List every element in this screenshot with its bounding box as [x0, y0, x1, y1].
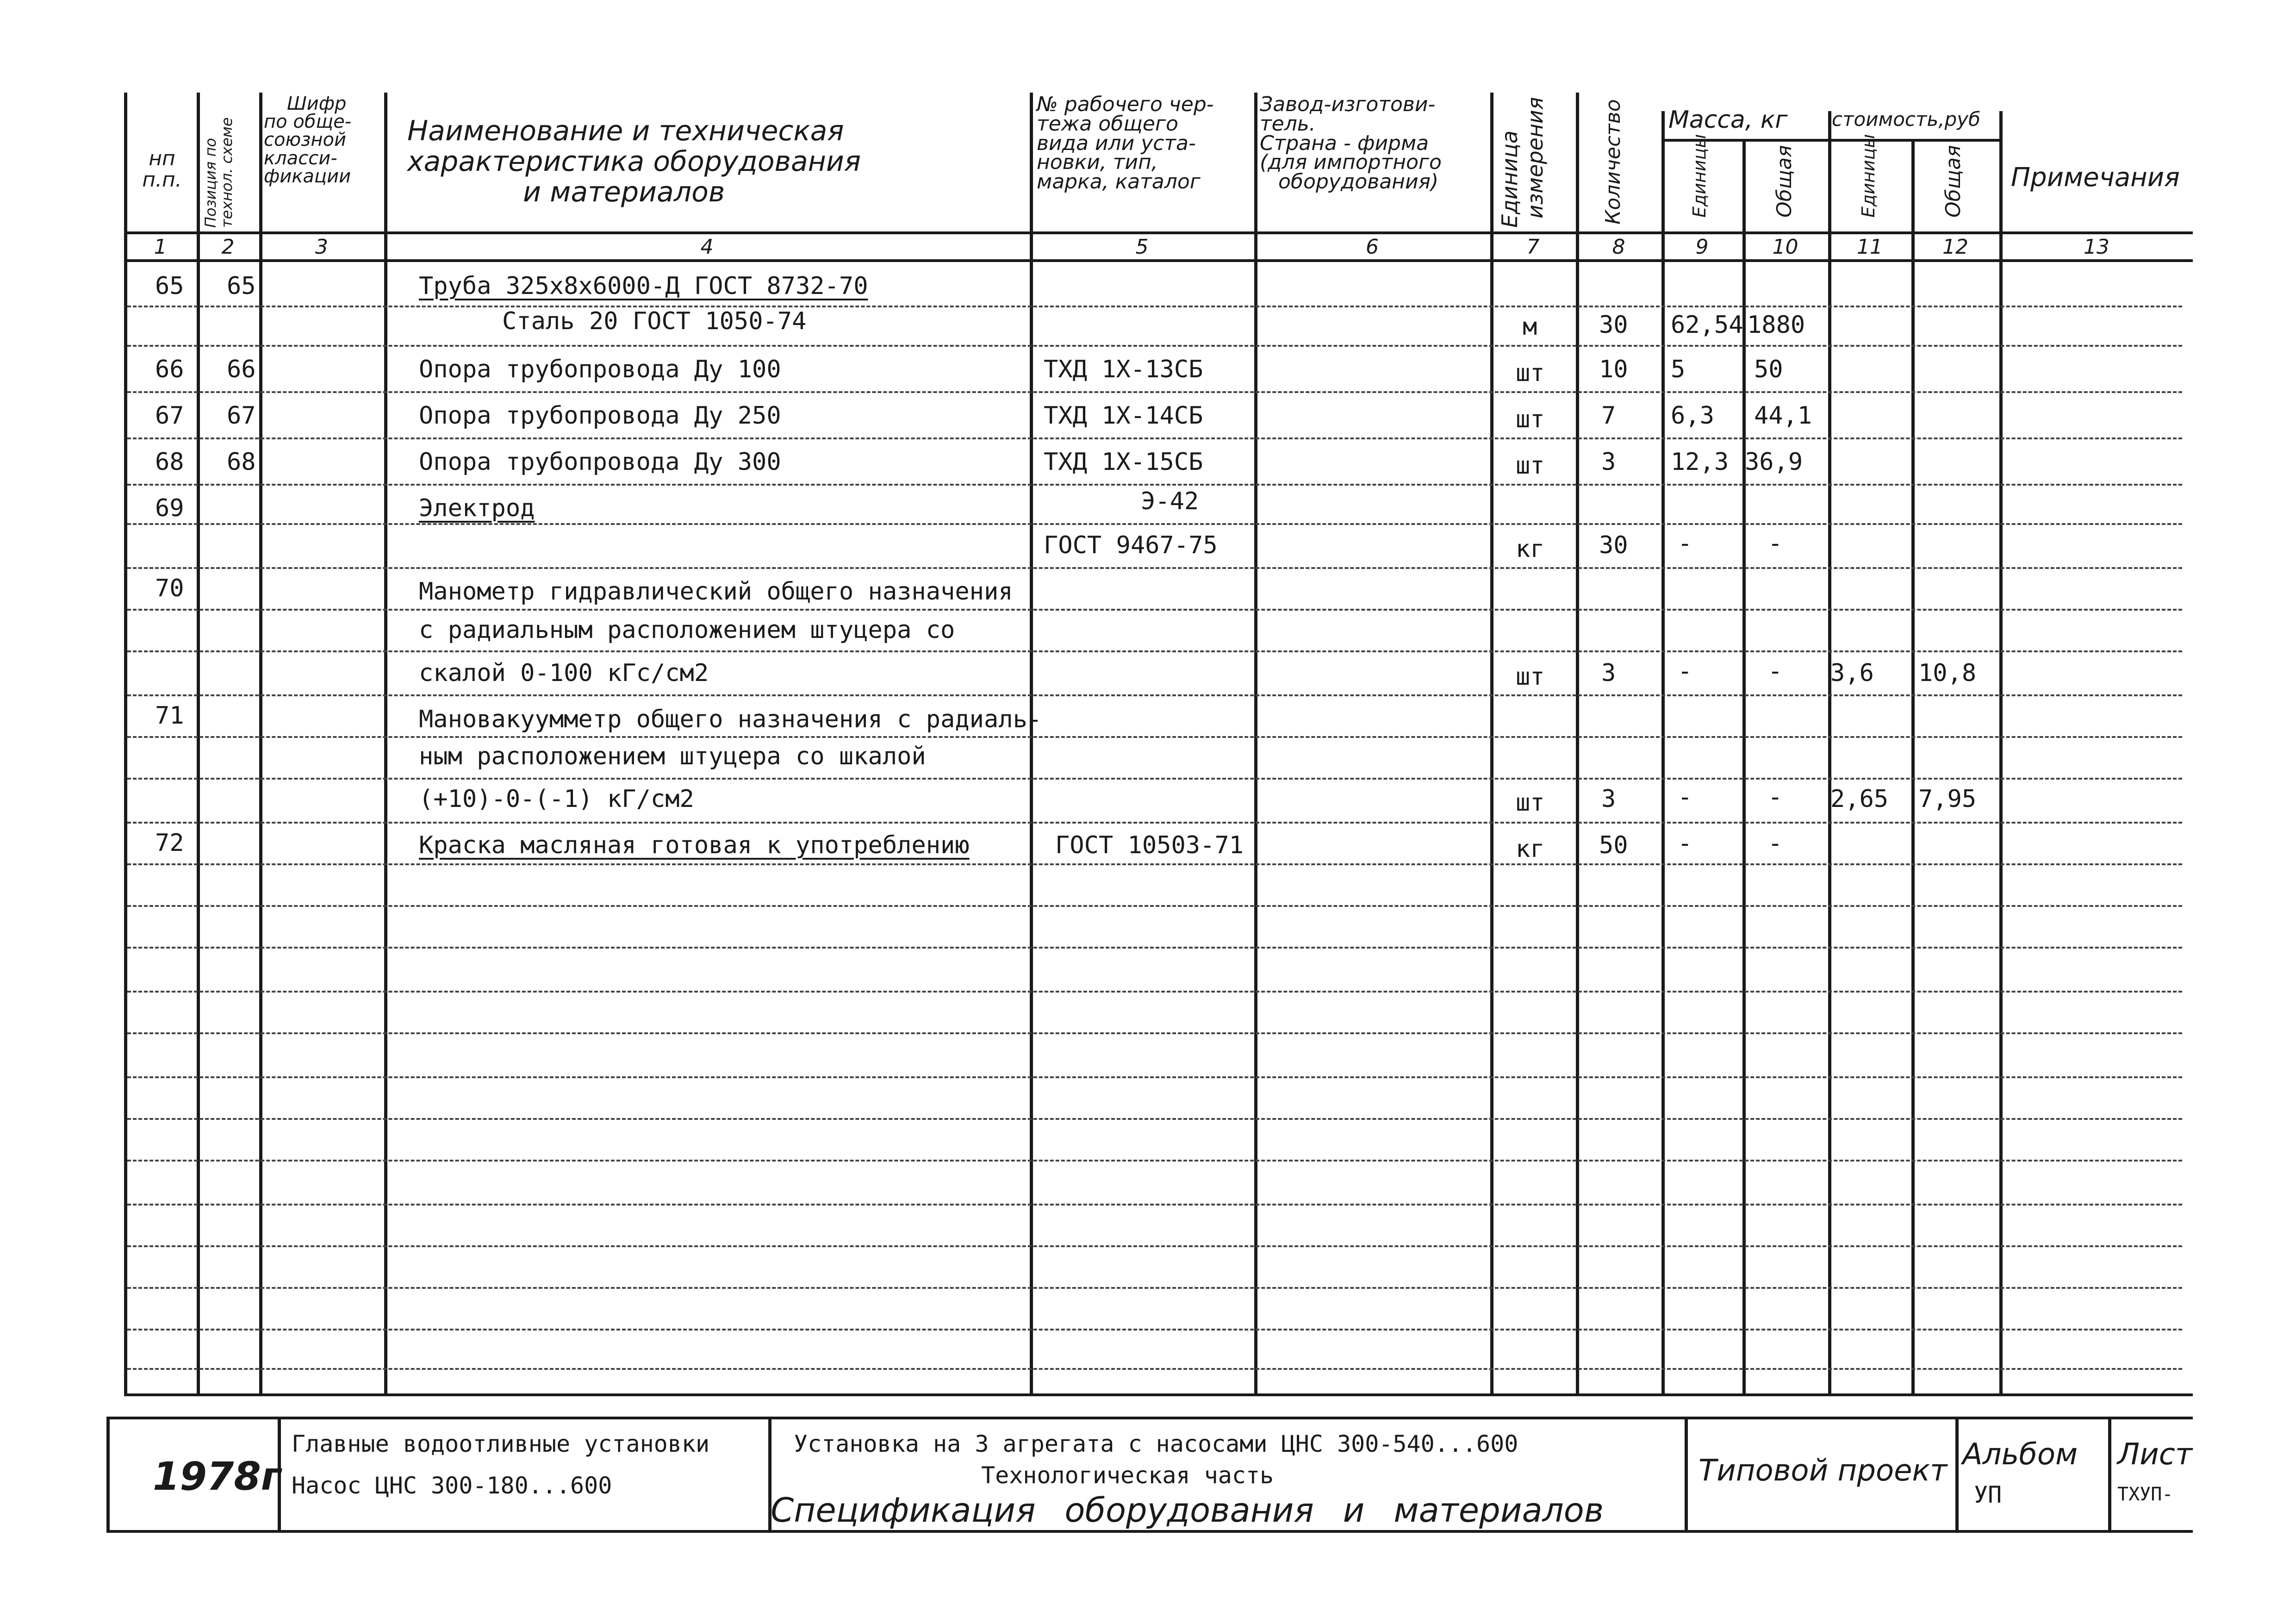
row-number: 68: [155, 448, 184, 476]
mass-total: -: [1768, 657, 1783, 685]
drawing-code: ТХД 1Х-13СБ: [1044, 356, 1203, 383]
row-number: 72: [155, 829, 184, 857]
header-cost: стоимость,руб: [1832, 108, 1981, 131]
item-name: Сталь 20 ГОСТ 1050-74: [502, 307, 807, 335]
column-number: 3: [315, 235, 328, 259]
cost-total: 7,95: [1918, 785, 1977, 813]
row-separator: [127, 609, 2182, 611]
quantity: 30: [1599, 311, 1628, 339]
mass-unit: 6,3: [1671, 402, 1714, 430]
row-separator: [127, 391, 2182, 393]
mass-unit: -: [1678, 657, 1692, 685]
item-name: Манометр гидравлический общего назначения: [419, 578, 1013, 606]
header-col-10: Общая: [1773, 145, 1796, 218]
mass-total: 36,9: [1745, 448, 1803, 476]
row-separator: [127, 345, 2182, 347]
grid-line: [384, 93, 387, 1393]
grid-line: [124, 93, 127, 1393]
doc-mid-line-3: Спецификация оборудования и материалов: [771, 1491, 1604, 1530]
column-number: 1: [154, 235, 167, 259]
row-separator: [127, 1204, 2182, 1206]
cost-unit: 2,65: [1830, 785, 1889, 813]
drawing-code: ТХД 1Х-14СБ: [1044, 402, 1203, 430]
column-number: 9: [1695, 235, 1709, 259]
mass-total: -: [1768, 783, 1783, 811]
row-separator: [127, 306, 2182, 307]
item-name: Мановакуумметр общего назначения с радиаль-: [419, 706, 1042, 733]
column-number: 4: [700, 235, 714, 259]
doc-left-line-2: Насос ЦНС 300-180...600: [292, 1472, 612, 1499]
row-separator: [127, 991, 2182, 993]
row-separator: [127, 1076, 2182, 1078]
quantity: 3: [1601, 448, 1616, 476]
row-separator: [127, 437, 2182, 439]
quantity: 30: [1599, 531, 1628, 559]
item-name: скалой 0-100 кГс/см2: [419, 659, 709, 687]
item-name: с радиальным расположением штуцера со: [419, 616, 955, 644]
row-separator: [127, 1245, 2182, 1247]
row-separator: [127, 650, 2182, 652]
header-col-4: Наименование и техническая характеристика оборудования и материалов: [407, 115, 861, 208]
column-number: 10: [1772, 235, 1798, 259]
unit: шт: [1516, 789, 1545, 817]
header-col-13: Примечания: [2011, 162, 2180, 193]
unit: кг: [1516, 835, 1545, 863]
row-separator: [127, 1329, 2182, 1330]
mass-unit: 62,54: [1671, 311, 1743, 339]
grid-line: [124, 259, 2193, 262]
grid-line: [124, 1393, 2193, 1396]
row-separator: [127, 1032, 2182, 1034]
header-col-7: Единица измерения: [1497, 97, 1548, 228]
position-number: 66: [227, 356, 256, 383]
project-label: Типовой проект: [1699, 1454, 1948, 1488]
unit: кг: [1516, 535, 1545, 563]
column-number: 13: [2084, 235, 2109, 259]
item-name: (+10)-0-(-1) кГ/см2: [419, 785, 694, 813]
drawing-code: ГОСТ 10503-71: [1055, 831, 1244, 859]
item-name: Электрод: [419, 494, 535, 522]
drawing-code: Э-42: [1141, 487, 1199, 515]
mass-total: 50: [1754, 356, 1783, 383]
doc-left-line-1: Главные водоотливные установки: [292, 1430, 710, 1457]
position-number: 65: [227, 272, 256, 300]
mass-unit: 12,3: [1671, 448, 1729, 476]
header-col-2: Позиция по технол. схеме: [202, 117, 236, 228]
header-col-1: нп п.п.: [142, 147, 182, 192]
row-separator: [127, 778, 2182, 780]
year-stamp: 1978г: [153, 1454, 281, 1499]
row-separator: [127, 1160, 2182, 1162]
row-separator: [127, 694, 2182, 696]
row-separator: [127, 822, 2182, 824]
grid-line: [106, 1417, 2193, 1419]
position-number: 67: [227, 402, 256, 430]
header-col-8: Количество: [1601, 99, 1625, 225]
header-col-5: № рабочего чер- тежа общего вида или уста- новки, тип, марка, каталог: [1037, 93, 1214, 194]
drawing-code: ГОСТ 9467-75: [1044, 531, 1218, 559]
row-separator: [127, 905, 2182, 907]
header-col-3: Шифр по обще- союзной класси- фикации: [264, 93, 352, 187]
grid-line: [1490, 93, 1493, 1393]
header-col-12: Общая: [1941, 145, 1965, 218]
row-separator: [127, 1287, 2182, 1289]
column-number: 5: [1135, 235, 1149, 259]
header-col-9: Единицы: [1689, 134, 1710, 218]
row-number: 71: [155, 702, 184, 730]
grid-line: [1828, 111, 1831, 1393]
grid-line: [106, 1530, 2193, 1533]
quantity: 3: [1601, 785, 1616, 813]
grid-line: [1999, 111, 2003, 1393]
column-number: 12: [1942, 235, 1968, 259]
doc-mid-line-2: Технологическая часть: [981, 1462, 1274, 1489]
unit: шт: [1516, 406, 1545, 433]
column-number: 2: [221, 235, 235, 259]
sheet-label: Лист: [2117, 1437, 2193, 1472]
quantity: 7: [1601, 402, 1616, 430]
row-separator: [127, 947, 2182, 949]
item-name: Опора трубопровода Ду 300: [419, 448, 781, 476]
album-value: УП: [1974, 1481, 2002, 1508]
album-label: Альбом: [1962, 1437, 2078, 1472]
column-number: 6: [1366, 235, 1379, 259]
grid-line: [124, 231, 2193, 234]
quantity: 3: [1601, 659, 1616, 687]
item-name: ным расположением штуцера со шкалой: [419, 743, 926, 770]
column-number: 7: [1526, 235, 1540, 259]
row-separator: [127, 484, 2182, 486]
grid-line: [1254, 93, 1257, 1393]
mass-total: -: [1768, 530, 1783, 557]
mass-unit: -: [1678, 530, 1692, 557]
grid-line: [197, 93, 200, 1393]
row-number: 67: [155, 402, 184, 430]
column-number: 11: [1857, 235, 1883, 259]
doc-mid-line-1: Установка на 3 агрегата с насосами ЦНС 300-540...600: [794, 1430, 1518, 1457]
grid-line: [259, 93, 262, 1393]
row-number: 66: [155, 356, 184, 383]
grid-line: [1685, 1417, 1688, 1532]
grid-line: [106, 1417, 110, 1532]
sheet-value: ТХУП-: [2117, 1484, 2173, 1505]
column-number: 8: [1612, 235, 1625, 259]
item-name: Опора трубопровода Ду 100: [419, 356, 781, 383]
grid-line: [1576, 93, 1579, 1393]
row-separator: [127, 736, 2182, 738]
mass-unit: -: [1678, 783, 1692, 811]
mass-total: -: [1768, 830, 1783, 857]
grid-line: [2108, 1417, 2111, 1532]
unit: шт: [1516, 663, 1545, 691]
grid-line: [1030, 93, 1033, 1393]
unit: м: [1523, 313, 1537, 341]
quantity: 50: [1599, 831, 1628, 859]
item-name: Труба 325х8х6000-Д ГОСТ 8732-70: [419, 272, 868, 300]
drawing-code: ТХД 1Х-15СБ: [1044, 448, 1203, 476]
row-number: 70: [155, 575, 184, 602]
header-col-11: Единицы: [1858, 134, 1879, 218]
item-name: Опора трубопровода Ду 250: [419, 402, 781, 430]
item-name: Краска масляная готовая к употреблению: [419, 831, 970, 859]
row-separator: [127, 1368, 2182, 1370]
header-mass: Масса, кг: [1668, 106, 1788, 134]
row-separator: [127, 523, 2182, 525]
row-number: 69: [155, 494, 184, 522]
mass-unit: 5: [1671, 356, 1686, 383]
unit: шт: [1516, 359, 1545, 387]
row-number: 65: [155, 272, 184, 300]
mass-unit: -: [1678, 830, 1692, 857]
cost-unit: 3,6: [1830, 659, 1874, 687]
quantity: 10: [1599, 356, 1628, 383]
row-separator: [127, 567, 2182, 569]
row-separator: [127, 863, 2182, 865]
row-separator: [127, 1118, 2182, 1120]
mass-total: 1880: [1747, 311, 1805, 339]
mass-total: 44,1: [1754, 402, 1812, 430]
grid-line: [1955, 1417, 1959, 1532]
header-col-6: Завод-изготови- тель. Страна - фирма (для импортного оборудования): [1260, 93, 1442, 194]
grid-line: [1661, 139, 1999, 142]
cost-total: 10,8: [1918, 659, 1977, 687]
unit: шт: [1516, 452, 1545, 480]
position-number: 68: [227, 448, 256, 476]
grid-line: [1661, 111, 1665, 1393]
